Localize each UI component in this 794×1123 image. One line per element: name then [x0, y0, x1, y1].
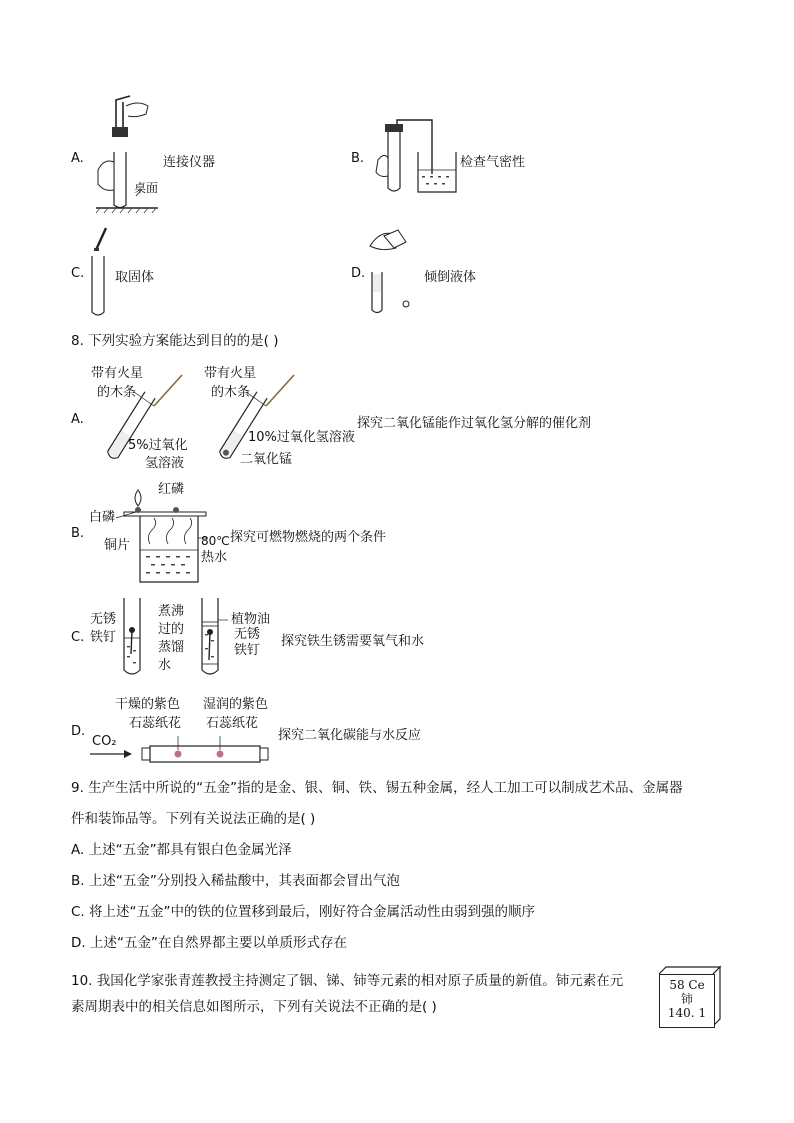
- rustfree-nail-label-1: 无锈: [90, 612, 117, 627]
- pour-liquid-figure: [366, 224, 418, 316]
- co2-label: CO₂: [92, 734, 117, 749]
- option-description: 检查气密性: [460, 155, 526, 170]
- connect-apparatus-figure: [86, 92, 166, 217]
- copper-plate-label: 铜片: [104, 538, 131, 553]
- question-10-stem-line-1: 10. 我国化学家张青莲教授主持测定了铟、锑、铈等元素的相对原子质量的新值。铈元素在元: [71, 973, 624, 989]
- option-description: 连接仪器: [163, 155, 216, 170]
- rustfree-nail-label-2: 铁钉: [90, 630, 117, 645]
- option-description: 取固体: [115, 270, 155, 285]
- splint-label-2: 的木条: [97, 385, 137, 400]
- option-description: 探究可燃物燃烧的两个条件: [230, 530, 387, 545]
- cerium-element-card: [659, 967, 721, 1027]
- right-solution-label: 10%过氧化氢溶液: [248, 430, 355, 445]
- splint-label-3: 带有火星: [204, 366, 257, 381]
- boiled-water-label-1: 煮沸: [158, 604, 185, 619]
- left-solution-label-1: 5%过氧化: [128, 438, 188, 453]
- dry-paper-label-2: 石蕊纸花: [129, 716, 182, 731]
- option-letter: A.: [71, 412, 84, 427]
- rustfree-nail-label-3: 无锈: [234, 627, 261, 642]
- rustfree-nail-label-4: 铁钉: [234, 643, 261, 658]
- option-description: 倾倒液体: [424, 270, 477, 285]
- boiled-water-label-4: 水: [158, 658, 172, 673]
- option-letter: B.: [71, 526, 85, 541]
- vegetable-oil-label: 植物油: [231, 612, 271, 627]
- red-phosphorus-label: 红磷: [158, 482, 185, 497]
- option-letter: C.: [71, 630, 85, 645]
- element-name: 铈: [680, 992, 693, 1006]
- option-description: 探究铁生锈需要氧气和水: [281, 634, 425, 649]
- option-letter: A.: [71, 151, 84, 166]
- splint-label-4: 的木条: [211, 385, 251, 400]
- question-8-stem: 8. 下列实验方案能达到目的的是( ): [71, 333, 279, 349]
- wet-paper-label-2: 石蕊纸花: [206, 716, 259, 731]
- airtightness-check-figure: [370, 118, 460, 196]
- atomic-number-symbol: 58 Ce: [669, 978, 705, 992]
- boiled-water-label-3: 蒸馏: [158, 640, 185, 655]
- option-letter: B.: [351, 151, 365, 166]
- table-label: 桌面: [134, 181, 159, 195]
- question-9-stem-line-1: 9. 生产生活中所说的“五金”指的是金、银、铜、铁、锡五种金属，经人工加工可以制成艺术品、金属器: [71, 780, 683, 796]
- atomic-mass: 140. 1: [667, 1006, 707, 1020]
- co2-experiment-figure: [88, 742, 272, 766]
- option-description: 探究二氧化碳能与水反应: [278, 728, 422, 743]
- question-9-option-d: D. 上述“五金”在自然界都主要以单质形式存在: [71, 935, 347, 951]
- mno2-label: 二氧化锰: [240, 452, 293, 467]
- wet-paper-label-1: 湿润的紫色: [203, 697, 269, 712]
- question-10-stem-line-2: 素周期表中的相关信息如图所示，下列有关说法不正确的是( ): [71, 999, 437, 1015]
- element-box: [659, 974, 715, 1028]
- temperature-label: 80℃: [201, 534, 230, 548]
- option-letter: C.: [71, 266, 85, 281]
- question-9-option-a: A. 上述“五金”都具有银白色金属光泽: [71, 842, 292, 858]
- question-9-option-c: C. 将上述“五金”中的铁的位置移到最后，刚好符合金属活动性由弱到强的顺序: [71, 904, 535, 920]
- boiled-water-label-2: 过的: [158, 622, 185, 637]
- splint-label-1: 带有火星: [91, 366, 144, 381]
- option-letter: D.: [351, 266, 366, 281]
- question-9-stem-line-2: 件和装饰品等。下列有关说法正确的是( ): [71, 811, 316, 827]
- left-solution-label-2: 氢溶液: [145, 456, 185, 471]
- dry-paper-label-1: 干燥的紫色: [115, 697, 181, 712]
- option-description: 探究二氧化锰能作过氧化氢分解的催化剂: [357, 416, 592, 431]
- white-phosphorus-label: 白磷: [89, 510, 116, 525]
- take-solid-figure: [88, 226, 112, 318]
- option-letter: D.: [71, 724, 86, 739]
- question-9-option-b: B. 上述“五金”分别投入稀盐酸中，其表面都会冒出气泡: [71, 873, 400, 889]
- hot-water-label: 热水: [201, 550, 228, 565]
